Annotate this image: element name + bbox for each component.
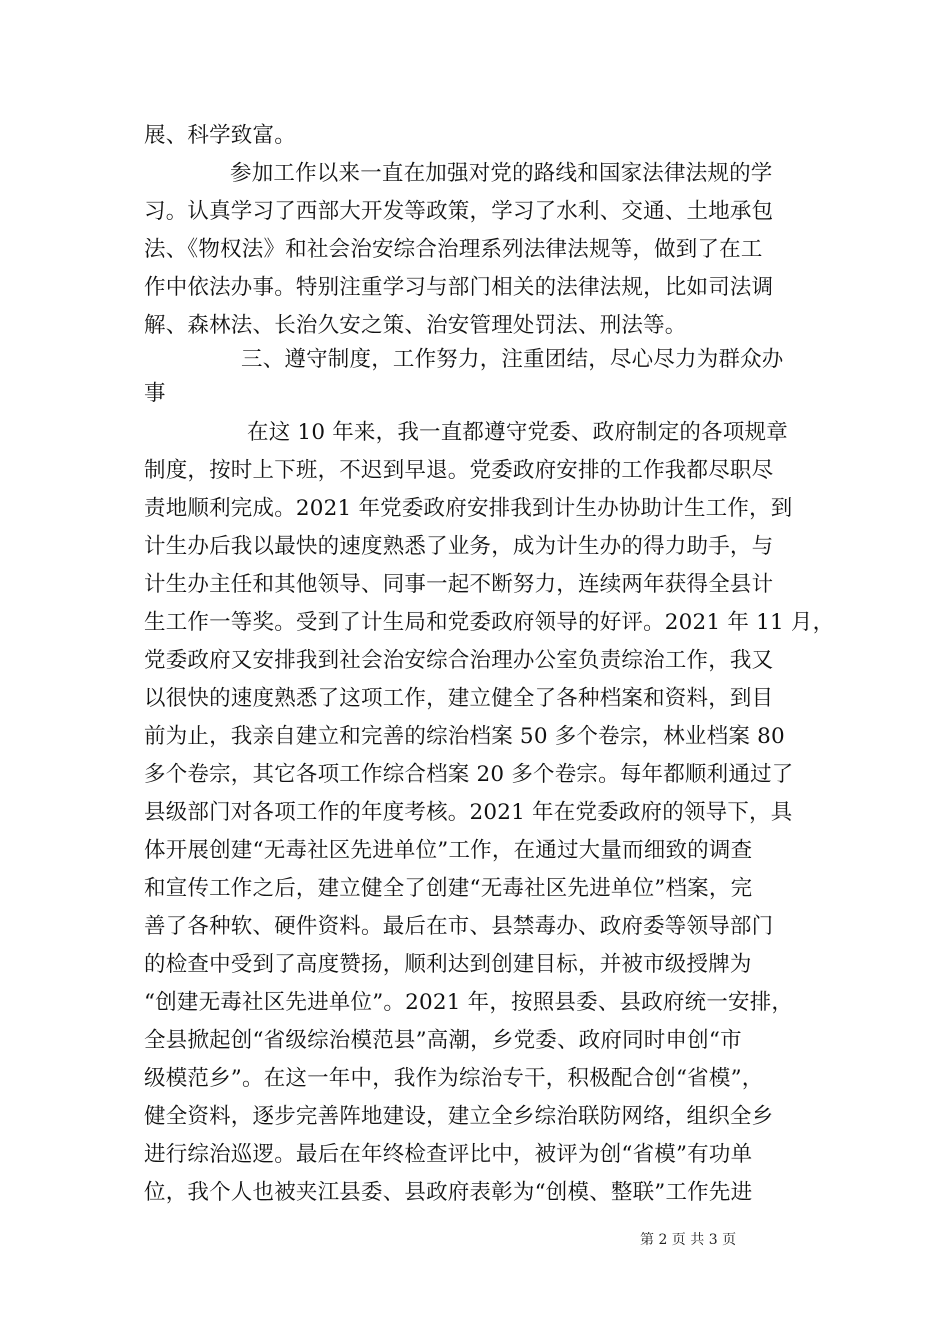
text-line-2: 参加工作以来一直在加强对党的路线和国家法律法规的学 bbox=[230, 161, 773, 186]
text-line-11: 责地顺利完成。2021 年党委政府安排我到计生办协助计生工作，到 bbox=[144, 496, 793, 521]
text-line-4: 法、《物权法》和社会治安综合治理系列法律法规等，做到了在工 bbox=[144, 237, 763, 262]
section-heading-line-1: 三、遵守制度，工作努力，注重团结，尽心尽力为群众办 bbox=[241, 347, 784, 372]
text-line-6: 解、森林法、长治久安之策、治安管理处罚法、刑法等。 bbox=[144, 313, 687, 338]
text-line-1: 展、科学致富。 bbox=[144, 123, 296, 148]
text-line-14: 生工作一等奖。受到了计生局和党委政府领导的好评。2021 年 11 月， bbox=[144, 610, 835, 635]
text-line-21: 和宣传工作之后，建立健全了创建“无毒社区先进单位”档案，完 bbox=[144, 876, 753, 901]
text-line-3: 习。认真学习了西部大开发等政策，学习了水利、交通、土地承包 bbox=[144, 199, 774, 224]
text-line-28: 进行综治巡逻。最后在年终检查评比中，被评为创“省模”有功单 bbox=[144, 1142, 753, 1167]
text-line-17: 前为止，我亲自建立和完善的综治档案 50 多个卷宗，林业档案 80 bbox=[144, 724, 785, 749]
text-line-18: 多个卷宗，其它各项工作综合档案 20 多个卷宗。每年都顺利通过了 bbox=[144, 762, 794, 787]
text-line-15: 党委政府又安排我到社会治安综合治理办公室负责综治工作，我又 bbox=[144, 648, 774, 673]
text-line-26: 级模范乡”。在这一年中，我作为综治专干，积极配合创“省模”， bbox=[144, 1066, 764, 1091]
text-line-23: 的检查中受到了高度赞扬，顺利达到创建目标，并被市级授牌为 bbox=[144, 952, 752, 977]
text-line-16: 以很快的速度熟悉了这项工作，建立健全了各种档案和资料，到目 bbox=[144, 686, 774, 711]
text-line-5: 作中依法办事。特别注重学习与部门相关的法律法规，比如司法调 bbox=[144, 275, 774, 300]
text-line-10: 制度，按时上下班，不迟到早退。党委政府安排的工作我都尽职尽 bbox=[144, 458, 774, 483]
text-line-19: 县级部门对各项工作的年度考核。2021 年在党委政府的领导下，具 bbox=[144, 800, 793, 825]
text-line-25: 全县掀起创“省级综治模范县”高潮，乡党委、政府同时申创“市 bbox=[144, 1028, 742, 1053]
text-line-24: “创建无毒社区先进单位”。2021 年，按照县委、县政府统一安排， bbox=[144, 990, 794, 1015]
text-line-9: 在这 10 年来，我一直都遵守党委、政府制定的各项规章 bbox=[247, 420, 788, 445]
text-line-13: 计生办主任和其他领导、同事一起不断努力，连续两年获得全县计 bbox=[144, 572, 774, 597]
text-line-27: 健全资料，逐步完善阵地建设，建立全乡综治联防网络，组织全乡 bbox=[144, 1104, 774, 1129]
section-heading-line-2: 事 bbox=[144, 381, 166, 406]
text-line-20: 体开展创建“无毒社区先进单位”工作，在通过大量而细致的调查 bbox=[144, 838, 753, 863]
text-line-12: 计生办后我以最快的速度熟悉了业务，成为计生办的得力助手，与 bbox=[144, 534, 774, 559]
text-line-29: 位，我个人也被夹江县委、县政府表彰为“创模、整联”工作先进 bbox=[144, 1180, 753, 1205]
page-number-footer: 第 2 页 共 3 页 bbox=[640, 1232, 737, 1248]
text-line-22: 善了各种软、硬件资料。最后在市、县禁毒办、政府委等领导部门 bbox=[144, 914, 774, 939]
